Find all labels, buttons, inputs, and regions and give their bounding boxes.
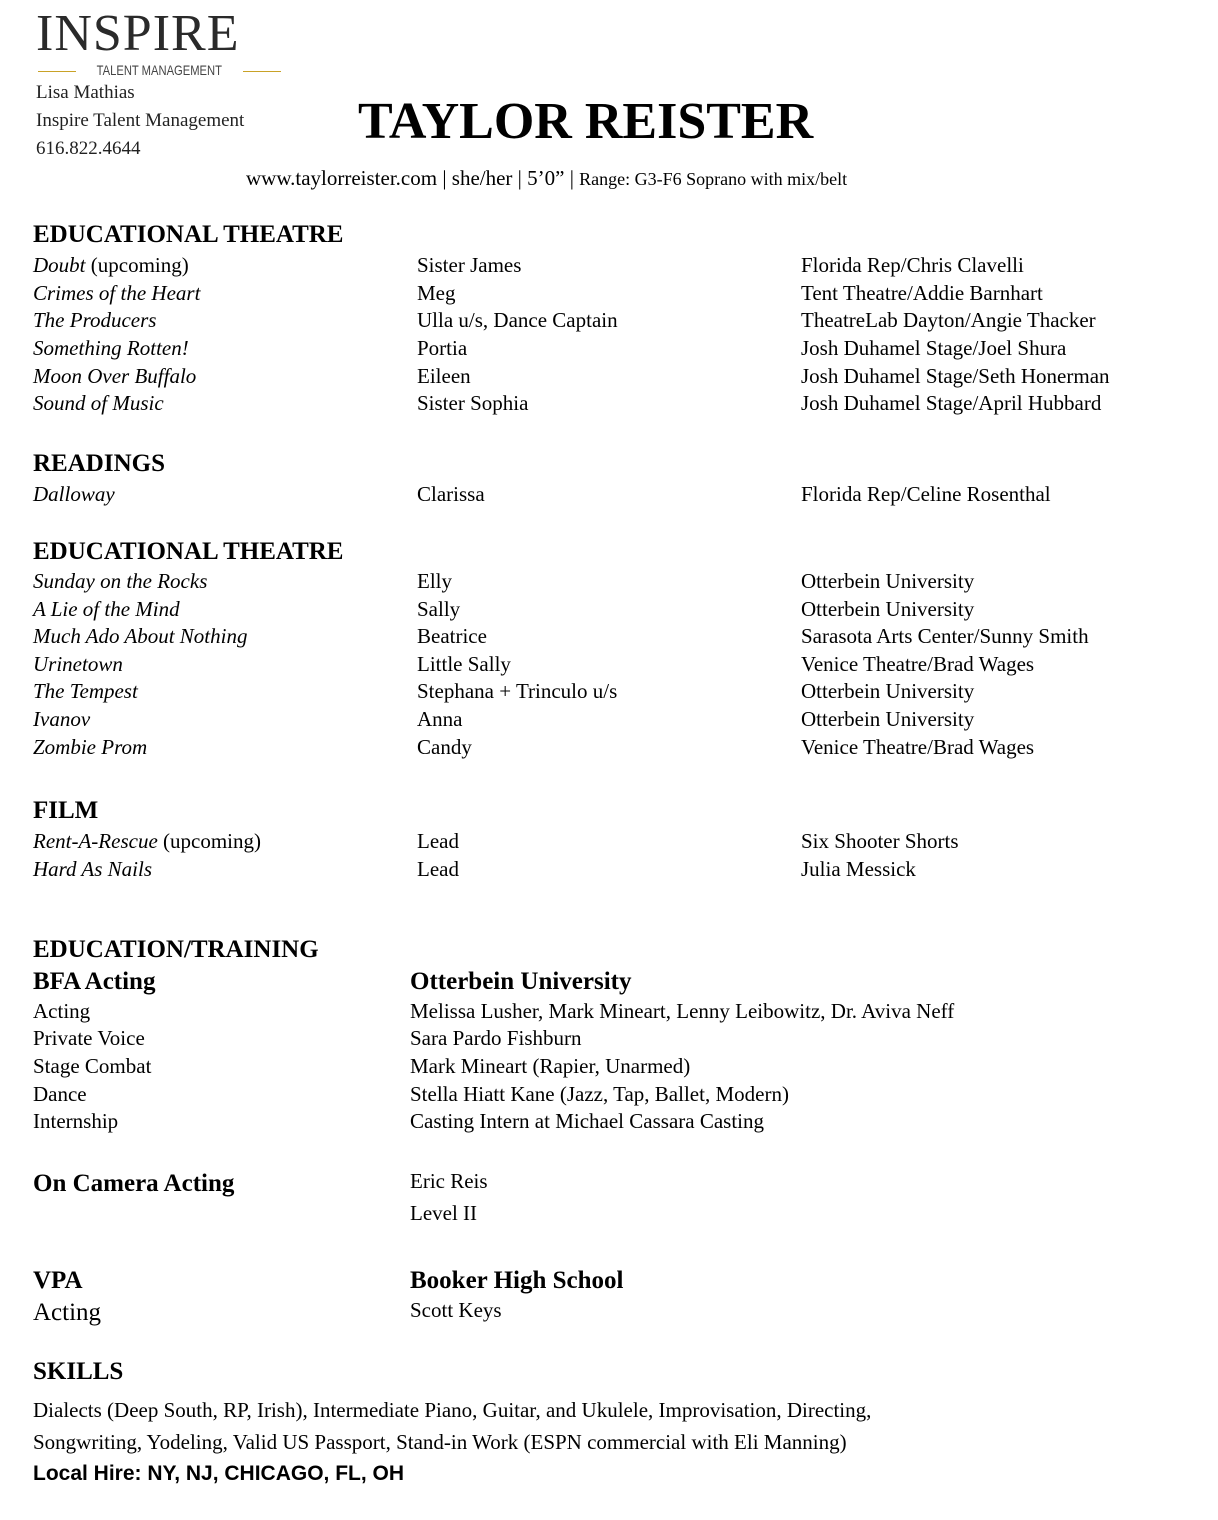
training-teachers: Melissa Lusher, Mark Mineart, Lenny Leibowitz, Dr. Aviva Neff (410, 999, 955, 1023)
local-hire: Local Hire: NY, NJ, CHICAGO, FL, OH (33, 1462, 405, 1485)
credit-row (0, 705, 1218, 733)
credit-row (0, 389, 1218, 417)
credit-row (0, 362, 1218, 390)
credit-company: Venice Theatre/Brad Wages (801, 652, 1035, 676)
credit-role: Anna (417, 707, 463, 731)
credit-company: Florida Rep/Chris Clavelli (801, 253, 1024, 277)
logo-subtitle-text: TALENT MANAGEMENT (96, 62, 222, 78)
training-subject: Acting (33, 999, 91, 1023)
credit-show: Dalloway (33, 482, 115, 506)
section-title-education-training: EDUCATION/TRAINING (33, 936, 319, 963)
training-teachers: Sara Pardo Fishburn (410, 1026, 582, 1050)
training-school: Otterbein University (410, 968, 632, 995)
credit-company: Otterbein University (801, 569, 975, 593)
agency-logo-wordmark: INSPIRE (36, 5, 240, 62)
section-title-educational-theatre: EDUCATIONAL THEATRE (33, 221, 344, 248)
credit-company: Josh Duhamel Stage/April Hubbard (801, 391, 1102, 415)
training-subject: Internship (33, 1109, 119, 1133)
section-title-film: FILM (33, 797, 99, 824)
credit-company: Otterbein University (801, 679, 975, 703)
section-title-educational-theatre-2: EDUCATIONAL THEATRE (33, 538, 344, 565)
credit-row (0, 279, 1218, 307)
credit-company: Tent Theatre/Addie Barnhart (801, 281, 1043, 305)
credit-show: Moon Over Buffalo (33, 364, 197, 388)
credit-company: Otterbein University (801, 707, 975, 731)
credit-show: A Lie of the Mind (33, 597, 180, 621)
performer-name: TAYLOR REISTER (358, 93, 814, 150)
logo-rule-right (243, 71, 281, 73)
performer-vocal-range: Range: G3-F6 Soprano with mix/belt (579, 169, 848, 189)
credit-role: Eileen (417, 364, 471, 388)
training-camera-level: Level II (410, 1201, 478, 1225)
credit-show: Crimes of the Heart (33, 281, 201, 305)
credit-role: Portia (417, 336, 468, 360)
credit-show: Ivanov (33, 707, 91, 731)
credit-show: Something Rotten! (33, 336, 189, 360)
credit-company: Venice Theatre/Brad Wages (801, 735, 1035, 759)
credit-company: TheatreLab Dayton/Angie Thacker (801, 308, 1096, 332)
agency-logo-subtitle (38, 61, 262, 79)
credit-show: Zombie Prom (33, 735, 148, 759)
training-vpa-teacher: Scott Keys (410, 1298, 502, 1322)
performer-info-main: www.taylorreister.com | she/her | 5’0” | (246, 166, 580, 190)
credit-show: Rent-A-Rescue (33, 829, 158, 853)
credit-row (0, 827, 1218, 855)
credit-role: Ulla u/s, Dance Captain (417, 308, 618, 332)
agent-phone: 616.822.4644 (36, 138, 141, 159)
credit-role: Sister James (417, 253, 522, 277)
credit-row (0, 855, 1218, 883)
training-camera-label: On Camera Acting (33, 1170, 235, 1197)
section-title-skills: SKILLS (33, 1358, 124, 1385)
credit-row (0, 650, 1218, 678)
training-teachers: Casting Intern at Michael Cassara Casting (410, 1109, 764, 1133)
credit-company: Otterbein University (801, 597, 975, 621)
credit-company: Josh Duhamel Stage/Joel Shura (801, 336, 1067, 360)
credit-row (0, 733, 1218, 761)
credit-show: Sunday on the Rocks (33, 569, 208, 593)
credit-row (0, 595, 1218, 623)
logo-rule-left (38, 71, 76, 73)
credit-role: Elly (417, 569, 452, 593)
performer-info (246, 165, 847, 192)
credit-role: Stephana + Trinculo u/s (417, 679, 618, 703)
training-teachers: Stella Hiatt Kane (Jazz, Tap, Ballet, Modern) (410, 1082, 789, 1106)
training-degree: BFA Acting (33, 968, 156, 995)
credit-show: Doubt (33, 253, 86, 277)
credit-company: Six Shooter Shorts (801, 829, 959, 853)
credit-show: Much Ado About Nothing (33, 624, 248, 648)
agent-name: Lisa Mathias (36, 82, 135, 103)
credit-role: Meg (417, 281, 456, 305)
credit-role: Beatrice (417, 624, 487, 648)
credit-note: (upcoming) (157, 829, 261, 853)
credit-show: Sound of Music (33, 391, 164, 415)
credit-show: Urinetown (33, 652, 123, 676)
credit-show: The Producers (33, 308, 157, 332)
training-subject: Stage Combat (33, 1054, 152, 1078)
training-row (0, 1052, 1218, 1080)
credit-show: The Tempest (33, 679, 138, 703)
section-title-readings: READINGS (33, 450, 165, 477)
credit-row (0, 622, 1218, 650)
credit-role: Clarissa (417, 482, 485, 506)
credit-role: Lead (417, 857, 459, 881)
agent-company: Inspire Talent Management (36, 110, 245, 131)
skills-line-1: Dialects (Deep South, RP, Irish), Intermediate Piano, Guitar, and Ukulele, Improvisation, Directing, (33, 1398, 872, 1422)
credit-company: Julia Messick (801, 857, 916, 881)
credit-company: Josh Duhamel Stage/Seth Honerman (801, 364, 1110, 388)
credit-role: Sally (417, 597, 461, 621)
training-teachers: Mark Mineart (Rapier, Unarmed) (410, 1054, 691, 1078)
training-row (0, 1024, 1218, 1052)
credit-row (0, 480, 1218, 508)
training-subject: Dance (33, 1082, 87, 1106)
training-subject: Private Voice (33, 1026, 145, 1050)
credit-note: (upcoming) (85, 253, 189, 277)
training-row (0, 997, 1218, 1025)
skills-line-2: Songwriting, Yodeling, Valid US Passport, Stand-in Work (ESPN commercial with Eli Manning) (33, 1430, 847, 1454)
credit-role: Candy (417, 735, 472, 759)
credit-row (0, 306, 1218, 334)
credit-company: Florida Rep/Celine Rosenthal (801, 482, 1051, 506)
credit-row (0, 677, 1218, 705)
credit-role: Little Sally (417, 652, 511, 676)
credit-row (0, 334, 1218, 362)
training-vpa-label: VPA (33, 1267, 83, 1294)
credit-role: Sister Sophia (417, 391, 529, 415)
credit-show: Hard As Nails (33, 857, 153, 881)
credit-row (0, 251, 1218, 279)
training-camera-teacher: Eric Reis (410, 1169, 488, 1193)
training-row (0, 1107, 1218, 1135)
training-vpa-subject: Acting (33, 1299, 102, 1326)
credit-row (0, 567, 1218, 595)
training-row (0, 1080, 1218, 1108)
training-vpa-school: Booker High School (410, 1267, 624, 1294)
credit-role: Lead (417, 829, 459, 853)
credit-company: Sarasota Arts Center/Sunny Smith (801, 624, 1089, 648)
training-degree-row (0, 966, 1218, 998)
